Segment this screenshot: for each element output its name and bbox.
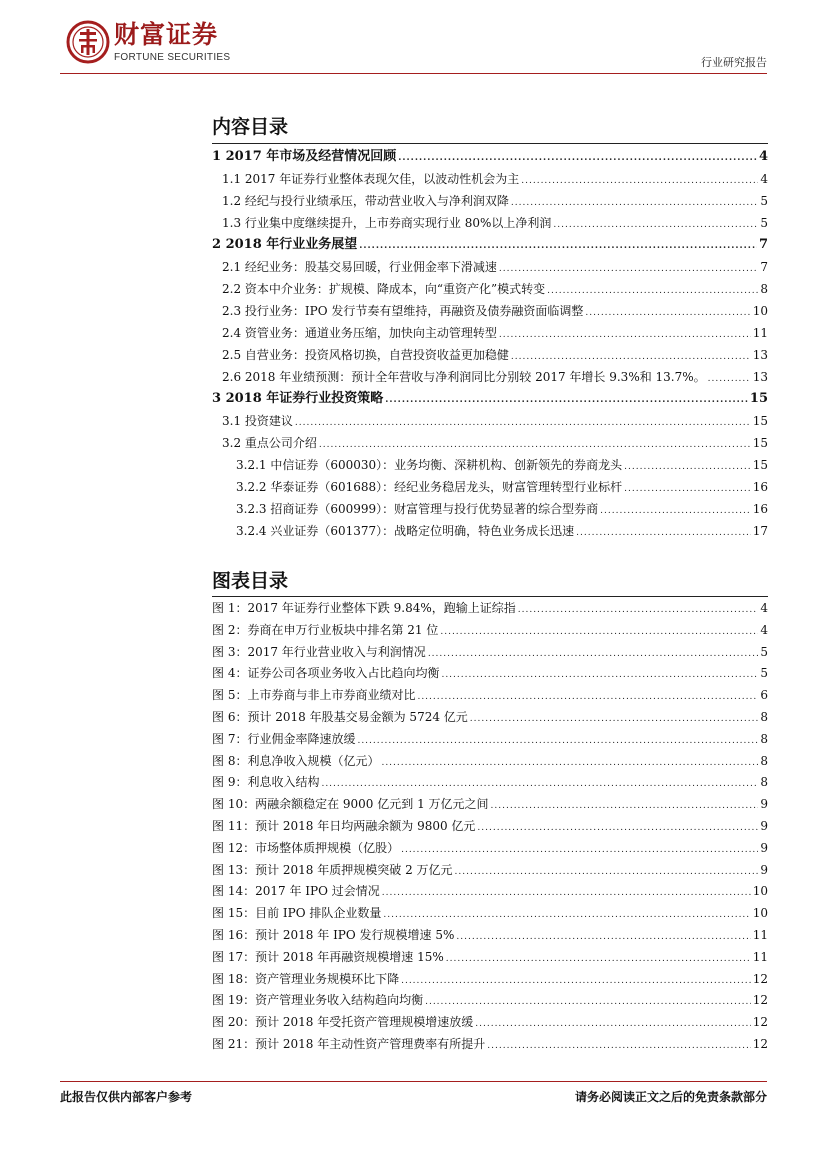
figure-entry-text: 图 9：利息收入结构 <box>212 775 320 790</box>
toc-entry[interactable] <box>212 410 768 432</box>
toc-entry[interactable] <box>212 476 768 498</box>
toc-entry[interactable] <box>212 366 768 388</box>
toc-entry-leader-dots <box>499 324 751 344</box>
figure-entry-page-number: 9 <box>760 797 768 812</box>
toc-entry-text: 3.1 投资建议 <box>222 414 293 428</box>
figure-entry-page-number: 6 <box>760 688 768 703</box>
figure-entry[interactable] <box>212 816 768 838</box>
figure-entry-page-number: 4 <box>760 622 768 637</box>
figure-entry[interactable] <box>212 1012 768 1034</box>
toc-entry[interactable] <box>212 256 768 278</box>
figure-entry-text: 图 5：上市券商与非上市券商业绩对比 <box>212 688 416 703</box>
toc-entry-leader-dots <box>708 368 751 388</box>
toc-entry-page-number: 16 <box>752 480 768 494</box>
toc-entry-page-number: 4 <box>758 149 768 164</box>
figure-entry-page-number: 12 <box>752 993 768 1008</box>
toc-entry-text: 2.5 自营业务：投资风格切换，自营投资收益更加稳健 <box>222 348 509 362</box>
toc-entry-page-number: 15 <box>752 458 768 472</box>
figure-entry[interactable] <box>212 925 768 947</box>
fortune-securities-logo-icon <box>66 20 110 64</box>
figure-entry-text: 图 4：证券公司各项业务收入占比趋向均衡 <box>212 666 440 681</box>
toc-entry-leader-dots <box>499 258 758 278</box>
toc-entry-text: 2.3 投行业务：IPO 发行节奏有望维持，再融资及债券融资面临调整 <box>222 304 584 318</box>
figure-entry-text: 图 18：资产管理业务规模环比下降 <box>212 971 400 986</box>
figure-entry-text: 图 10：两融余额稳定在 9000 亿元到 1 万亿元之间 <box>212 797 489 812</box>
figure-entry-page-number: 5 <box>760 666 768 681</box>
figure-entry[interactable] <box>212 642 768 664</box>
toc-entry-page-number: 4 <box>760 172 768 186</box>
figure-entry-page-number: 11 <box>752 949 768 964</box>
figure-entry-leader-dots <box>401 840 758 860</box>
toc-entry-page-number: 7 <box>760 260 768 274</box>
figure-entry-leader-dots <box>440 622 758 642</box>
figure-entry-text: 图 2：券商在申万行业板块中排名第 21 位 <box>212 622 439 637</box>
toc-title-divider <box>212 143 768 144</box>
toc-entry-page-number: 7 <box>758 237 768 252</box>
footer-divider <box>60 1081 767 1082</box>
figure-entry-page-number: 4 <box>760 601 768 615</box>
figure-entry-page-number: 10 <box>752 884 768 899</box>
toc-entry-page-number: 17 <box>752 524 768 538</box>
toc-entry[interactable] <box>212 520 768 542</box>
toc-entry-leader-dots <box>319 434 751 454</box>
figure-entry-leader-dots <box>446 949 751 969</box>
toc-entry-text: 3.2 重点公司介绍 <box>222 436 317 450</box>
figure-entry-text: 图 16：预计 2018 年 IPO 发行规模增速 5% <box>212 927 455 942</box>
figure-entry[interactable] <box>212 881 768 903</box>
figure-entry-text: 图 14：2017 年 IPO 过会情况 <box>212 884 380 899</box>
toc-entry-text: 1.2 经纪与投行业绩承压，带动营业收入与净利润双降 <box>222 194 509 208</box>
figure-entry[interactable] <box>212 751 768 773</box>
toc-entry-leader-dots <box>553 214 758 234</box>
figure-entry-leader-dots <box>456 927 750 947</box>
figure-entry-text: 图 21：预计 2018 年主动性资产管理费率有所提升 <box>212 1036 486 1051</box>
toc-entry-text: 3.2.1 中信证券（600030）：业务均衡、深耕机构、创新领先的券商龙头 <box>236 458 623 472</box>
toc-entry-page-number: 11 <box>752 326 768 340</box>
figure-entry[interactable] <box>212 685 768 707</box>
toc-entry-leader-dots <box>521 170 758 190</box>
report-type-label: 行业研究报告 <box>701 56 767 69</box>
figure-entry[interactable] <box>212 969 768 991</box>
toc-entry[interactable] <box>212 190 768 212</box>
toc-entry-page-number: 8 <box>760 282 768 296</box>
toc-entry-page-number: 5 <box>760 194 768 208</box>
figure-entry-page-number: 8 <box>760 753 768 768</box>
toc-entry-page-number: 16 <box>752 502 768 516</box>
figure-entry-page-number: 12 <box>752 1015 768 1030</box>
toc-entry[interactable] <box>212 344 768 366</box>
figure-entry-leader-dots <box>425 992 751 1012</box>
footer-disclaimer-right: 请务必阅读正文之后的免责条款部分 <box>574 1090 767 1104</box>
toc-entry[interactable] <box>212 212 768 234</box>
figure-entry-text: 图 12：市场整体质押规模（亿股） <box>212 840 400 855</box>
footer-disclaimer-left: 此报告仅供内部客户参考 <box>60 1090 193 1104</box>
toc-entry[interactable] <box>212 432 768 454</box>
figure-entry-leader-dots <box>475 1014 750 1034</box>
figure-entry-page-number: 8 <box>760 731 768 746</box>
figure-entry[interactable] <box>212 838 768 860</box>
figure-entry-leader-dots <box>417 687 758 707</box>
figure-entry-page-number: 12 <box>752 971 768 986</box>
figure-entry-leader-dots <box>518 600 759 620</box>
figure-entry-page-number: 12 <box>752 1036 768 1051</box>
brand-name-en: FORTUNE SECURITIES <box>114 52 231 63</box>
figure-entry-page-number: 8 <box>760 709 768 724</box>
toc-entry-leader-dots <box>511 192 758 212</box>
toc-entry-text: 2 2018 年行业业务展望 <box>212 237 358 252</box>
figure-entry-leader-dots <box>477 818 758 838</box>
toc-entry-text: 1.1 2017 年证券行业整体表现欠佳，以波动性机会为主 <box>222 172 520 186</box>
toc-entry-leader-dots <box>295 412 751 432</box>
toc-entry[interactable] <box>212 278 768 300</box>
toc-entry-text: 2.6 2018 年业绩预测：预计全年营收与净利润同比分别较 2017 年增长 9.3%和 13.7%。 <box>222 370 706 384</box>
figure-entry-text: 图 15：目前 IPO 排队企业数量 <box>212 906 382 921</box>
figure-entry-text: 图 8：利息净收入规模（亿元） <box>212 753 380 768</box>
toc-entry[interactable] <box>212 300 768 322</box>
figure-entry-leader-dots <box>383 905 750 925</box>
figure-entry-page-number: 11 <box>752 927 768 942</box>
figure-entry-leader-dots <box>491 796 759 816</box>
toc-entry[interactable] <box>212 234 768 256</box>
toc-entry-page-number: 15 <box>749 391 768 406</box>
figure-entry[interactable] <box>212 990 768 1012</box>
toc-entry-leader-dots <box>600 500 751 520</box>
figure-entry-leader-dots <box>321 774 758 794</box>
figure-entry-leader-dots <box>381 753 758 773</box>
figure-entry-leader-dots <box>487 1036 750 1056</box>
figure-entry-text: 图 19：资产管理业务收入结构趋向均衡 <box>212 993 424 1008</box>
toc-entry-page-number: 5 <box>760 216 768 230</box>
toc-entry-page-number: 13 <box>752 348 768 362</box>
toc-entry-leader-dots <box>624 456 751 476</box>
figure-entry-page-number: 9 <box>760 818 768 833</box>
figure-entry[interactable] <box>212 598 768 620</box>
toc-entry-leader-dots <box>547 280 758 300</box>
toc-entry[interactable] <box>212 454 768 476</box>
figure-entry-text: 图 7：行业佣金率降速放缓 <box>212 731 356 746</box>
figure-entry[interactable] <box>212 729 768 751</box>
toc-entry-text: 2.1 经纪业务：股基交易回暖，行业佣金率下滑减速 <box>222 260 497 274</box>
figure-entry[interactable] <box>212 860 768 882</box>
figure-entry-text: 图 20：预计 2018 年受托资产管理规模增速放缓 <box>212 1015 474 1030</box>
figure-list <box>212 598 768 1056</box>
figure-entry-leader-dots <box>357 731 758 751</box>
toc-entry[interactable] <box>212 146 768 168</box>
toc-entry-page-number: 15 <box>752 414 768 428</box>
toc-entry-text: 3 2018 年证券行业投资策略 <box>212 391 384 406</box>
figure-entry-page-number: 10 <box>752 906 768 921</box>
toc-entry-text: 3.2.3 招商证券（600999）：财富管理与投行优势显著的综合型券商 <box>236 502 599 516</box>
figure-list-title: 图表目录 <box>212 570 289 592</box>
figure-entry-text: 图 11：预计 2018 年日均两融余额为 9800 亿元 <box>212 818 476 833</box>
figure-entry-text: 图 6：预计 2018 年股基交易金额为 5724 亿元 <box>212 709 468 724</box>
toc-entry-text: 1.3 行业集中度继续提升，上市券商实现行业 80%以上净利润 <box>222 216 552 230</box>
figure-entry[interactable] <box>212 903 768 925</box>
figure-list-title-divider <box>212 596 768 597</box>
figure-entry-leader-dots <box>382 883 751 903</box>
toc-entry-leader-dots <box>359 235 757 256</box>
toc-entry-text: 2.4 资管业务：通道业务压缩，加快向主动管理转型 <box>222 326 497 340</box>
figure-entry[interactable] <box>212 772 768 794</box>
toc-entry[interactable] <box>212 388 768 410</box>
toc-entry-text: 3.2.4 兴业证券（601377）：战略定位明确，特色业务成长迅速 <box>236 524 575 538</box>
toc-entry[interactable] <box>212 322 768 344</box>
figure-entry-leader-dots <box>428 644 759 664</box>
toc-entry[interactable] <box>212 498 768 520</box>
figure-entry-text: 图 17：预计 2018 年再融资规模增速 15% <box>212 949 444 964</box>
figure-entry-page-number: 8 <box>760 775 768 790</box>
toc-list <box>212 146 768 542</box>
figure-entry-leader-dots <box>470 709 759 729</box>
figure-entry[interactable] <box>212 1034 768 1056</box>
toc-entry-leader-dots <box>624 478 751 498</box>
toc-entry-text: 3.2.2 华泰证券（601688）：经纪业务稳居龙头，财富管理转型行业标杆 <box>236 480 623 494</box>
toc-entry-leader-dots <box>511 346 751 366</box>
toc-entry-leader-dots <box>576 522 751 542</box>
toc-entry-leader-dots <box>585 302 750 322</box>
toc-entry-leader-dots <box>385 389 748 410</box>
brand-name-cn: 财富证券 <box>114 20 219 49</box>
figure-entry-leader-dots <box>401 971 751 991</box>
toc-entry-text: 1 2017 年市场及经营情况回顾 <box>212 149 397 164</box>
figure-entry-leader-dots <box>455 862 759 882</box>
toc-entry-page-number: 13 <box>752 370 768 384</box>
figure-entry-text: 图 3：2017 年行业营业收入与利润情况 <box>212 644 426 659</box>
figure-entry-leader-dots <box>441 665 758 685</box>
toc-entry[interactable] <box>212 168 768 190</box>
figure-entry[interactable] <box>212 707 768 729</box>
toc-title: 内容目录 <box>212 116 289 138</box>
figure-entry-text: 图 13：预计 2018 年质押规模突破 2 万亿元 <box>212 862 453 877</box>
figure-entry-text: 图 1：2017 年证券行业整体下跌 9.84%，跑输上证综指 <box>212 601 516 615</box>
toc-entry-leader-dots <box>398 147 757 168</box>
figure-entry-page-number: 9 <box>760 862 768 877</box>
figure-entry-page-number: 9 <box>760 840 768 855</box>
figure-entry[interactable] <box>212 663 768 685</box>
toc-entry-page-number: 15 <box>752 436 768 450</box>
figure-entry[interactable] <box>212 947 768 969</box>
figure-entry[interactable] <box>212 620 768 642</box>
figure-entry-page-number: 5 <box>760 644 768 659</box>
figure-entry[interactable] <box>212 794 768 816</box>
toc-entry-text: 2.2 资本中介业务：扩规模、降成本，向“重资产化”模式转变 <box>222 282 546 296</box>
header-divider <box>60 73 767 74</box>
toc-entry-page-number: 10 <box>752 304 768 318</box>
